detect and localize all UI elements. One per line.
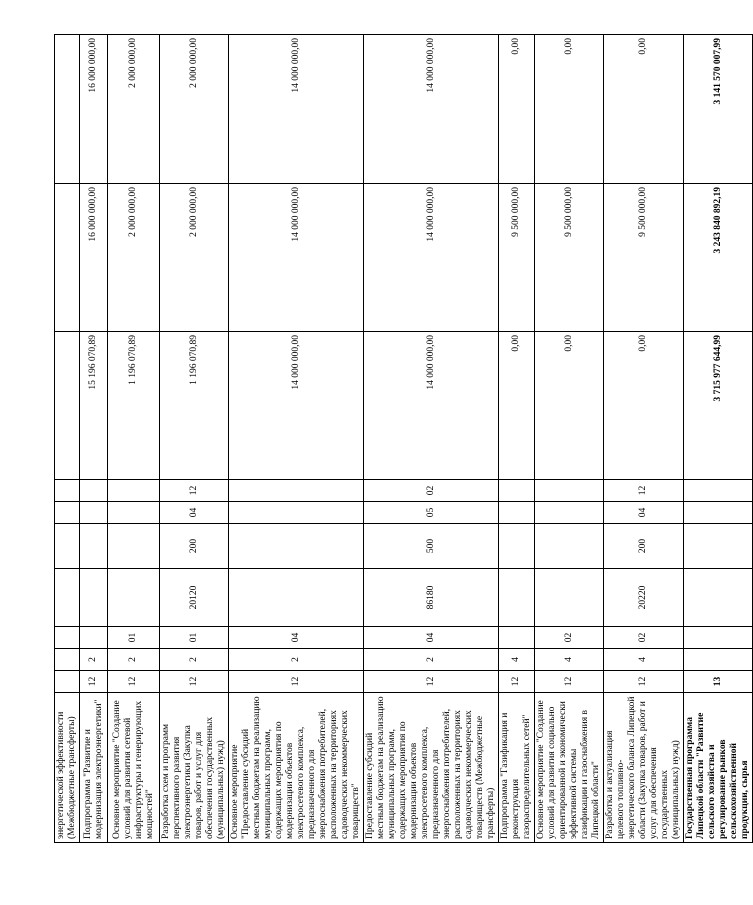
- measure-code: 02: [604, 627, 684, 649]
- gp-code: 12: [604, 671, 684, 693]
- expense-type-code: 500: [364, 524, 499, 569]
- row-name: Основное мероприятие "Создание условий для развития социально ориентированной и экономически эффективной системы газификации и газоснабжения в Липецкой области": [535, 693, 604, 843]
- subsection-code: [229, 480, 364, 502]
- expense-type-code: 200: [604, 524, 684, 569]
- amount-year-3: 16 000 000,00: [80, 35, 108, 184]
- amount-year-2: 14 000 000,00: [229, 184, 364, 332]
- section-code: [535, 502, 604, 524]
- subprogram-code: 4: [499, 649, 535, 671]
- expense-type-code: [108, 524, 160, 569]
- section-code: 04: [160, 502, 229, 524]
- amount-year-3: 0,00: [604, 35, 684, 184]
- amount-year-3: 14 000 000,00: [364, 35, 499, 184]
- subsection-code: [80, 480, 108, 502]
- measure-code: 01: [160, 627, 229, 649]
- row-name: Разработка схем и программ перспективного развития электроэнергетики (Закупка товаров, работ и услуг для обеспечения государственных (муниципальных) нужд): [160, 693, 229, 843]
- subsection-code: 12: [604, 480, 684, 502]
- row-name: Государственная программа Липецкой области "Развитие сельского хозяйства и регулирование рынков сельскохозяйственной продукции, сырья: [684, 693, 753, 843]
- amount-year-1: 3 715 977 644,99: [684, 332, 753, 480]
- gp-code: 13: [684, 671, 753, 693]
- row-name: энергетической эффективности (Межбюджетные трансферты): [55, 693, 80, 843]
- direction-code: 20220: [604, 569, 684, 627]
- amount-year-3: 0,00: [499, 35, 535, 184]
- subprogram-code: 2: [364, 649, 499, 671]
- row-name: Подпрограмма "Развитие и модернизация электроэнергетики": [80, 693, 108, 843]
- table-row: [108, 35, 160, 843]
- direction-code: [229, 569, 364, 627]
- amount-year-1: 15 196 070,89: [80, 332, 108, 480]
- measure-code: 02: [535, 627, 604, 649]
- amount-year-2: 2 000 000,00: [108, 184, 160, 332]
- direction-code: 20120: [160, 569, 229, 627]
- gp-code: 12: [535, 671, 604, 693]
- measure-code: [499, 627, 535, 649]
- row-name: Основное мероприятие "Создание условий для развития сетевой инфраструктуры и генерирующих мощностей": [108, 693, 160, 843]
- section-code: [80, 502, 108, 524]
- direction-code: [535, 569, 604, 627]
- table-row: [55, 35, 80, 843]
- amount-year-1: 14 000 000,00: [364, 332, 499, 480]
- table-row: [229, 35, 364, 843]
- subsection-code: [55, 480, 80, 502]
- table-row: [160, 35, 229, 843]
- amount-year-1: [55, 332, 80, 480]
- rotated-table-page: [54, 35, 750, 843]
- direction-code: 86180: [364, 569, 499, 627]
- expense-type-code: 200: [160, 524, 229, 569]
- row-name: Основное мероприятие "Предоставление субсидий местным бюджетам на реализацию муниципальных программ, содержащих мероприятия по модернизации объектов электросетевого комплекса, предназначенного для энергоснабжения потребителей, расположенных на территориях садоводческих некоммерческих товариществ": [229, 693, 364, 843]
- row-name: Подпрограмма "Газификация и реконструкция газораспределительных сетей": [499, 693, 535, 843]
- table-row: [499, 35, 535, 843]
- direction-code: [80, 569, 108, 627]
- measure-code: [684, 627, 753, 649]
- gp-code: 12: [229, 671, 364, 693]
- amount-year-1: 0,00: [604, 332, 684, 480]
- amount-year-1: 1 196 070,89: [160, 332, 229, 480]
- amount-year-2: 9 500 000,00: [535, 184, 604, 332]
- amount-year-3: [55, 35, 80, 184]
- amount-year-2: 9 500 000,00: [499, 184, 535, 332]
- gp-code: 12: [499, 671, 535, 693]
- expense-type-code: [55, 524, 80, 569]
- subprogram-code: [55, 649, 80, 671]
- expense-type-code: [80, 524, 108, 569]
- expense-type-code: [684, 524, 753, 569]
- subprogram-code: 4: [535, 649, 604, 671]
- subsection-code: [108, 480, 160, 502]
- gp-code: 12: [160, 671, 229, 693]
- measure-code: [55, 627, 80, 649]
- budget-table: [54, 34, 753, 843]
- expense-type-code: [229, 524, 364, 569]
- direction-code: [108, 569, 160, 627]
- section-code: [499, 502, 535, 524]
- amount-year-1: 1 196 070,89: [108, 332, 160, 480]
- amount-year-2: 3 243 840 892,19: [684, 184, 753, 332]
- amount-year-1: 0,00: [535, 332, 604, 480]
- amount-year-2: 2 000 000,00: [160, 184, 229, 332]
- gp-code: 12: [108, 671, 160, 693]
- section-code: [55, 502, 80, 524]
- table-row: [80, 35, 108, 843]
- section-code: 04: [604, 502, 684, 524]
- amount-year-2: 16 000 000,00: [80, 184, 108, 332]
- subprogram-code: 2: [108, 649, 160, 671]
- section-code: [229, 502, 364, 524]
- expense-type-code: [535, 524, 604, 569]
- table-row: [535, 35, 604, 843]
- subprogram-code: 2: [229, 649, 364, 671]
- direction-code: [684, 569, 753, 627]
- measure-code: 04: [229, 627, 364, 649]
- subsection-code: [535, 480, 604, 502]
- subsection-code: [499, 480, 535, 502]
- amount-year-3: 2 000 000,00: [160, 35, 229, 184]
- expense-type-code: [499, 524, 535, 569]
- subsection-code: 12: [160, 480, 229, 502]
- amount-year-2: 9 500 000,00: [604, 184, 684, 332]
- row-name: Разработка и актуализация целевого топливно-энергетического баланса Липецкой области (Закупка товаров, работ и услуг для обеспечения государственных (муниципальных) нужд): [604, 693, 684, 843]
- gp-code: 12: [80, 671, 108, 693]
- subsection-code: [684, 480, 753, 502]
- amount-year-2: [55, 184, 80, 332]
- table-row: [364, 35, 499, 843]
- gp-code: [55, 671, 80, 693]
- amount-year-1: 14 000 000,00: [229, 332, 364, 480]
- section-code: [684, 502, 753, 524]
- amount-year-1: 0,00: [499, 332, 535, 480]
- subprogram-code: 2: [160, 649, 229, 671]
- amount-year-2: 14 000 000,00: [364, 184, 499, 332]
- direction-code: [55, 569, 80, 627]
- subprogram-code: 4: [604, 649, 684, 671]
- section-code: 05: [364, 502, 499, 524]
- amount-year-3: 2 000 000,00: [108, 35, 160, 184]
- amount-year-3: 14 000 000,00: [229, 35, 364, 184]
- gp-code: 12: [364, 671, 499, 693]
- subprogram-code: [684, 649, 753, 671]
- direction-code: [499, 569, 535, 627]
- amount-year-3: 3 141 570 007,99: [684, 35, 753, 184]
- table-row: [604, 35, 684, 843]
- measure-code: [80, 627, 108, 649]
- section-code: [108, 502, 160, 524]
- row-name: Предоставление субсидий местным бюджетам на реализацию муниципальных программ, содержащих мероприятия по модернизации объектов электросетевого комплекса, предназначенного для энергоснабжения потребителей, расположенных на территориях садоводческих некоммерческих товариществ (Межбюджетные трансферты): [364, 693, 499, 843]
- amount-year-3: 0,00: [535, 35, 604, 184]
- table-row: [684, 35, 753, 843]
- subprogram-code: 2: [80, 649, 108, 671]
- subsection-code: 02: [364, 480, 499, 502]
- measure-code: 01: [108, 627, 160, 649]
- measure-code: 04: [364, 627, 499, 649]
